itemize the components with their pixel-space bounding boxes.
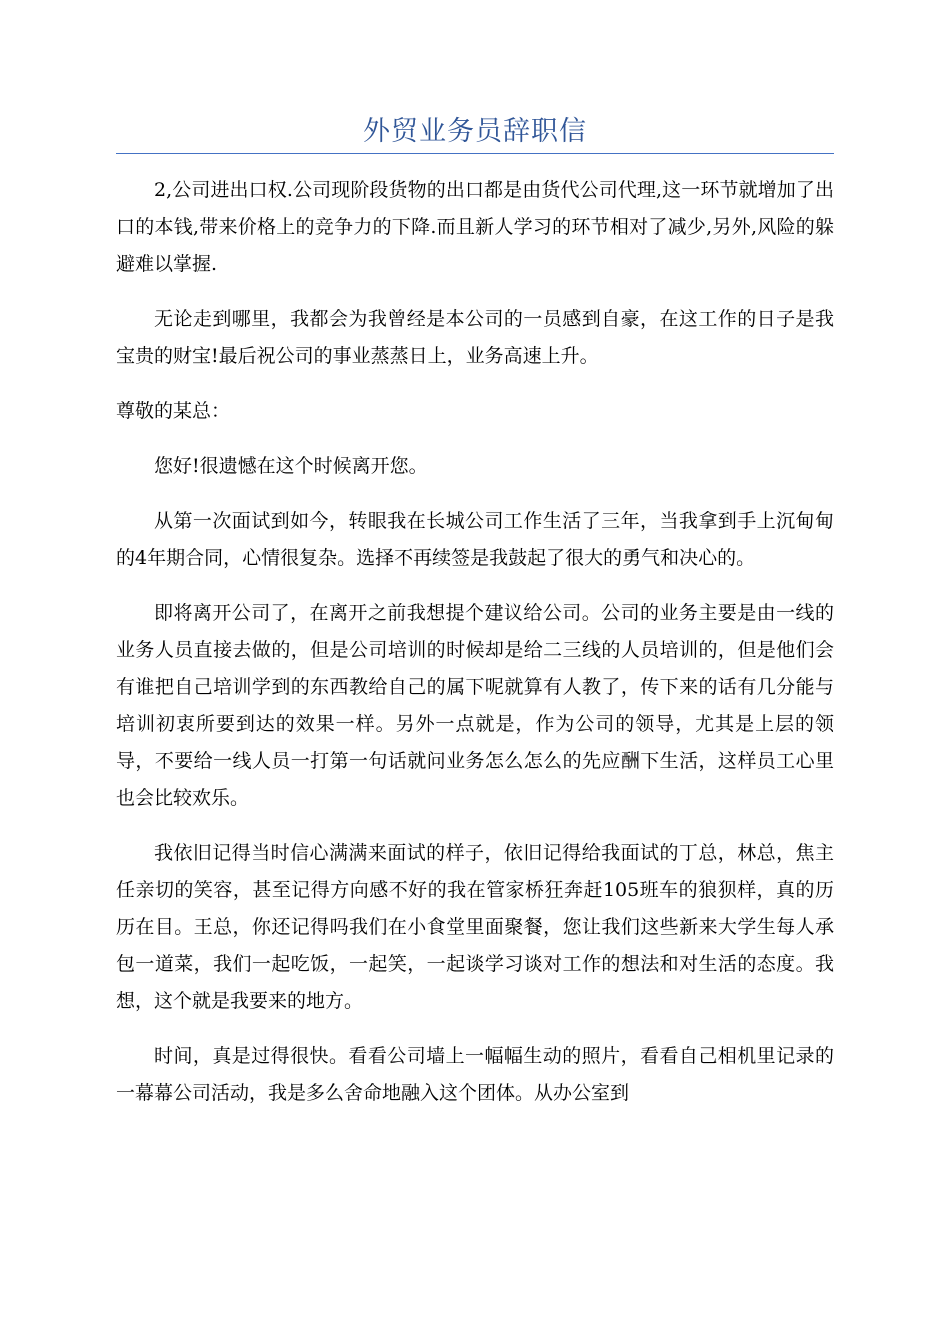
paragraph-greeting: 您好!很遗憾在这个时候离开您。: [154, 455, 428, 477]
salutation: 尊敬的某总：: [116, 400, 231, 422]
title-divider: [116, 153, 834, 154]
paragraph-memories: 我依旧记得当时信心满满来面试的样子，依旧记得给我面试的丁总，林总，焦主任亲切的笑容，甚至记得方向感不好的我在管家桥狂奔赶105班车的狼狈样，真的历历在目。王总，你还记得吗我们在小食堂里面聚餐，您让我们这些新来大学生每人承包一道菜，我们一起吃饭，一起笑，一起谈学习谈对工作的想法和对生活的态度。我想，这个就是我要来的地方。: [116, 842, 834, 1012]
paragraph-contract: 从第一次面试到如今，转眼我在长城公司工作生活了三年，当我拿到手上沉甸甸的4年期合同，心情很复杂。选择不再续签是我鼓起了很大的勇气和决心的。: [116, 510, 834, 569]
paragraph-suggestion: 即将离开公司了，在离开之前我想提个建议给公司。公司的业务主要是由一线的业务人员直接去做的，但是公司培训的时候却是给二三线的人员培训的，但是他们会有谁把自己培训学到的东西教给自己的属下呢就算有人教了，传下来的话有几分能与培训初衷所要到达的效果一样。另外一点就是，作为公司的领导，尤其是上层的领导，不要给一线人员一打第一句话就问业务怎么怎么的先应酬下生活，这样员工心里也会比较欢乐。: [116, 602, 834, 809]
paragraph-closing-wishes: 无论走到哪里，我都会为我曾经是本公司的一员感到自豪，在这工作的日子是我宝贵的财宝!最后祝公司的事业蒸蒸日上，业务高速上升。: [116, 308, 834, 367]
paragraph-time: 时间，真是过得很快。看看公司墙上一幅幅生动的照片，看看自己相机里记录的一幕幕公司活动，我是多么舍命地融入这个团体。从办公室到: [116, 1045, 834, 1104]
paragraph-export-rights: 2,公司进出口权.公司现阶段货物的出口都是由货代公司代理,这一环节就增加了出口的本钱,带来价格上的竞争力的下降.而且新人学习的环节相对了减少,另外,风险的躲避难以掌握.: [116, 179, 834, 275]
document-body: [116, 172, 834, 1130]
document-title: 外贸业务员辞职信: [363, 116, 587, 147]
